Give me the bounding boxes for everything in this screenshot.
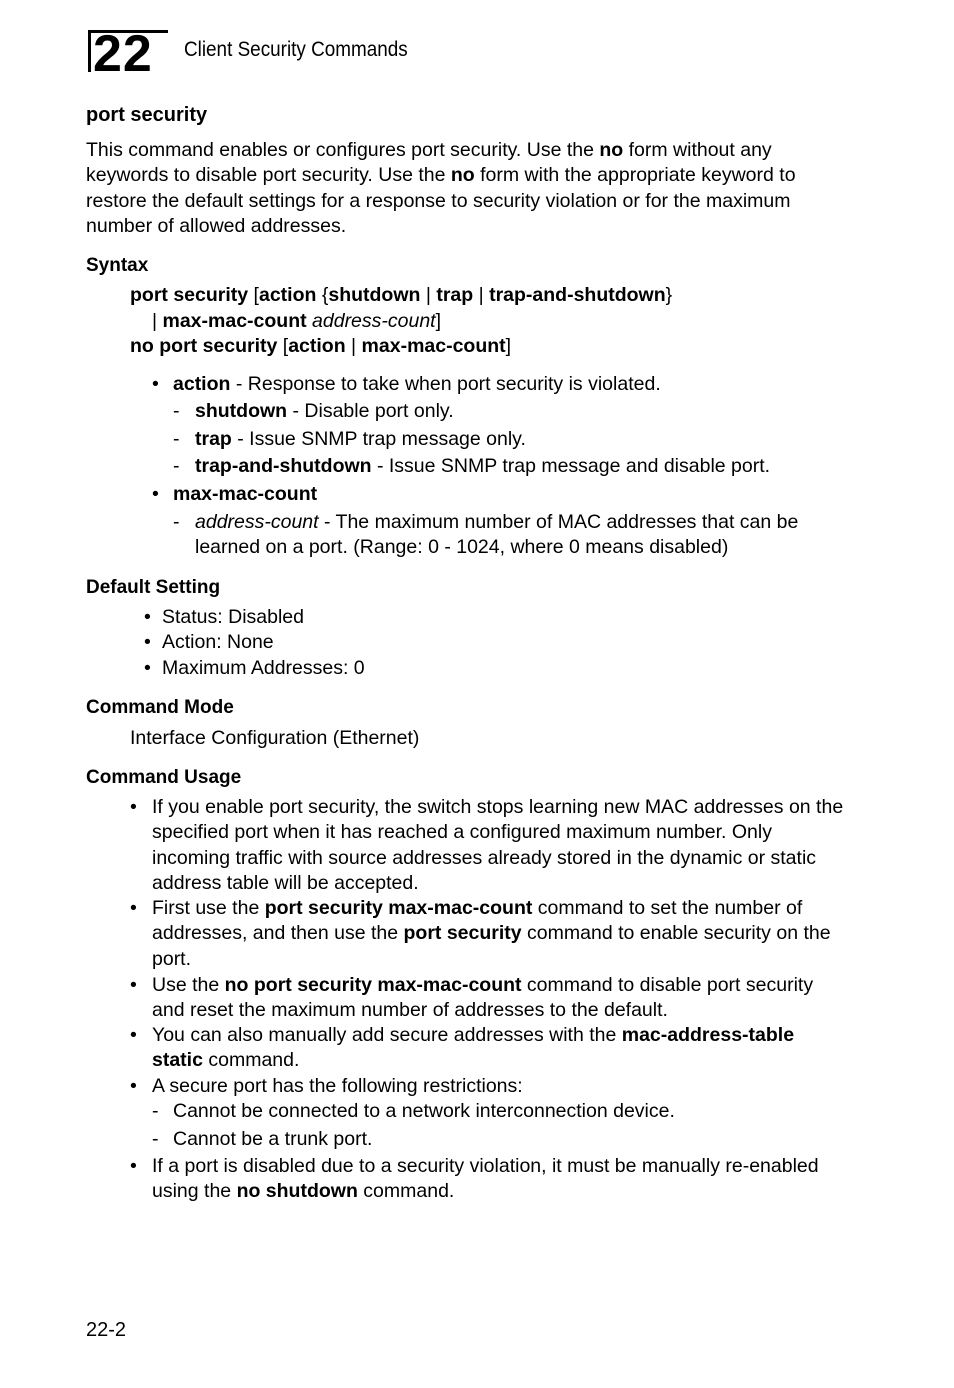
bullet-icon: •: [130, 974, 137, 996]
command-mode-heading: Command Mode: [86, 697, 234, 718]
usage-item: • First use the port security max-mac-count command to set the number of addresses, and then use the port security command to enable security on the port.: [130, 897, 831, 970]
default-setting-heading: Default Setting: [86, 577, 221, 598]
bullet-icon: •: [130, 897, 137, 919]
default-item: • Action: None: [144, 631, 274, 653]
command-usage-heading: Command Usage: [86, 767, 242, 788]
dash-icon: -: [152, 1128, 159, 1150]
default-item: • Status: Disabled: [144, 606, 304, 628]
dash-icon: -: [152, 1100, 159, 1122]
bullet-icon: •: [144, 606, 151, 628]
syntax-heading: Syntax: [86, 255, 149, 276]
param-trap-and-shutdown: - trap-and-shutdown - Issue SNMP trap message and disable port.: [173, 455, 771, 477]
usage-item: • A secure port has the following restrictions:: [130, 1074, 845, 1099]
dash-icon: -: [173, 428, 180, 450]
usage-item: • You can also manually add secure addresses with the mac-address-table static command.: [130, 1024, 795, 1072]
syntax-line-3: no port security [action | max-mac-count]: [130, 335, 512, 357]
bullet-icon: •: [144, 657, 151, 679]
default-item: • Maximum Addresses: 0: [144, 657, 365, 679]
dash-icon: -: [173, 455, 180, 477]
usage-item: • Use the no port security max-mac-count command to disable port security and reset the maximum number of addresses to the default.: [130, 974, 814, 1022]
command-name: port security: [86, 104, 208, 126]
bullet-icon: •: [144, 631, 151, 653]
bullet-icon: •: [152, 373, 159, 395]
param-max-mac-count: • max-mac-count: [152, 483, 318, 505]
param-action: • action - Response to take when port security is violated.: [152, 373, 661, 395]
param-trap: - trap - Issue SNMP trap message only.: [173, 428, 526, 450]
bullet-icon: •: [152, 483, 159, 505]
command-mode-value: Interface Configuration (Ethernet): [130, 727, 420, 749]
syntax-line-2: | max-mac-count address-count]: [152, 310, 442, 332]
syntax-line-1: port security [action {shutdown | trap | trap-and-shutdown}: [130, 284, 673, 306]
page-number: 22-2: [86, 1319, 127, 1341]
chapter-number: 22: [88, 30, 168, 72]
restriction-item: - Cannot be a trunk port.: [152, 1128, 373, 1150]
bullet-icon: •: [130, 1075, 137, 1097]
bullet-icon: •: [130, 796, 137, 818]
usage-item: • If you enable port security, the switch stops learning new MAC addresses on the specified port when it has reached a configured maximum number. Only incoming traffic with source addresses already stored in the dynamic or static address table will be accepted.: [130, 796, 844, 894]
chapter-title: Client Security Commands: [184, 38, 408, 61]
restriction-item: - Cannot be connected to a network interconnection device.: [152, 1100, 675, 1122]
dash-icon: -: [173, 400, 180, 422]
command-description: This command enables or configures port security. Use the no form without any keywords to disable port security. Use the no form with the appropriate keyword to restore the default settings for a response to security violation or for the maximum number of allowed addresses.: [86, 139, 796, 237]
dash-icon: -: [173, 511, 180, 533]
bullet-icon: •: [130, 1155, 137, 1177]
param-address-count: - address-count - The maximum number of MAC addresses that can be learned on a port. (Range: 0 - 1024, where 0 means disabled): [173, 511, 799, 559]
param-shutdown: - shutdown - Disable port only.: [173, 400, 454, 422]
usage-item: • If a port is disabled due to a security violation, it must be manually re-enabled using the no shutdown command.: [130, 1155, 819, 1203]
bullet-icon: •: [130, 1024, 137, 1046]
